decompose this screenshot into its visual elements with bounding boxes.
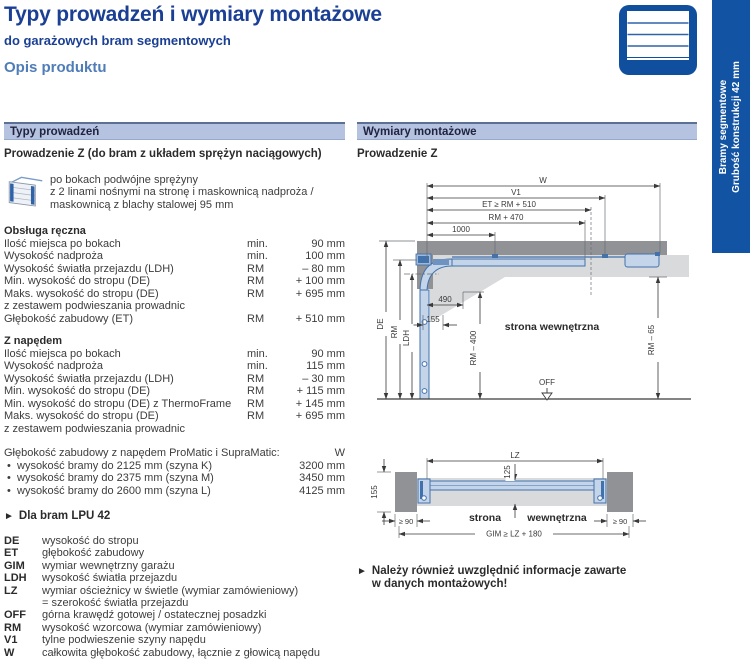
legend-abbr: RM — [4, 621, 22, 634]
spec-ref: min. — [247, 237, 268, 250]
table-row — [4, 263, 345, 276]
spec-ref: RM — [247, 397, 265, 410]
spec-ref — [247, 300, 283, 313]
roller — [422, 388, 427, 393]
list-item-value: 3450 mm — [299, 472, 345, 484]
diagram-heading: Prowadzenie Z — [357, 148, 438, 160]
legend-row — [4, 572, 345, 584]
legend-desc: wysokość światła przejazdu — [42, 572, 178, 585]
spec-label: Min. wysokość do stropu (DE) — [4, 275, 151, 287]
spec-ref: min. — [247, 360, 268, 372]
dim-rm400-label: RM – 400 — [469, 330, 478, 365]
spec-value: 115 mm — [306, 360, 345, 372]
abbreviation-legend — [4, 535, 345, 659]
bullet-icon: • — [7, 484, 11, 497]
legend-abbr: LZ — [4, 584, 18, 597]
legend-row — [4, 585, 345, 610]
page-title: Typy prowadzeń i wymiary montażowe — [4, 3, 382, 26]
spec-label: Min. wysokość do stropu (DE) — [4, 385, 151, 397]
legend-abbr: LDH — [4, 572, 27, 585]
dim-ge90-right-label: ≥ 90 — [612, 516, 628, 526]
spec-ref: RM — [247, 372, 265, 385]
page-subtitle: do garażowych bram segmentowych — [4, 33, 231, 48]
legend-row — [4, 547, 345, 559]
legend-row — [4, 609, 345, 621]
dim-v1-label: V1 — [511, 187, 521, 197]
dim-de-label: DE — [376, 317, 385, 330]
spec-ref: RM — [247, 262, 265, 275]
legend-desc2: = szerokość światła przejazdu — [42, 597, 189, 610]
right-section-bar: Wymiary montażowe — [357, 122, 697, 140]
table-row — [4, 373, 345, 386]
powered-title: Z napędem — [4, 335, 63, 347]
list-item-label: wysokość bramy do 2375 mm (szyna M) — [17, 472, 214, 484]
depth-intro: Głębokość zabudowy z napędem ProMatic i SupraMatic: — [4, 447, 280, 459]
table-row — [4, 238, 345, 251]
spec-value — [283, 423, 345, 436]
table-row — [4, 250, 345, 263]
lpu-note — [4, 510, 345, 523]
legend-desc: wysokość wzorcowa (wymiar zamówieniowy) — [42, 621, 262, 634]
legend-abbr: V1 — [4, 634, 18, 647]
bullet-icon: • — [7, 472, 11, 484]
inside-label-1: strona — [468, 511, 502, 524]
legend-desc: tylne podwieszenie szyny napędu — [42, 634, 206, 647]
door-panel-springs-icon — [4, 174, 50, 216]
spec-value: + 695 mm — [295, 287, 345, 300]
spec-ref: min. — [247, 347, 268, 360]
off-label: OFF — [539, 377, 555, 387]
manual-title: Obsługa ręczna — [4, 225, 86, 237]
table-row — [4, 313, 345, 326]
spec-label: z zestawem podwieszania prowadnic — [4, 422, 185, 435]
left-section-bar: Typy prowadzeń — [4, 122, 345, 140]
spec-label: Wysokość światła przejazdu (LDH) — [4, 262, 174, 275]
legend-desc: górna krawędź gotowej / ostatecznej posadzki — [42, 609, 267, 622]
feature-block — [4, 174, 345, 216]
spec-value: 100 mm — [305, 250, 345, 262]
triangle-marker-icon: ► — [357, 565, 367, 577]
spec-value: 90 mm — [311, 347, 345, 360]
spec-value — [283, 300, 345, 313]
roller — [598, 495, 603, 500]
track-type-heading: Prowadzenie Z (do bram z układem sprężyn naciągowych) — [4, 148, 322, 160]
spec-label: Maks. wysokość do stropu (DE) — [4, 287, 159, 300]
bullet-icon: • — [7, 459, 11, 472]
spec-ref — [247, 423, 283, 436]
dim-rm-label: RM — [390, 325, 399, 338]
edge-tab-text — [717, 0, 745, 253]
spec-label: Głębokość zabudowy (ET) — [4, 312, 133, 325]
spec-ref: RM — [247, 410, 265, 422]
spec-value: 90 mm — [311, 237, 345, 250]
depth-intro-value: W — [334, 447, 345, 459]
roller — [422, 495, 427, 500]
spec-label: Ilość miejsca po bokach — [4, 347, 121, 360]
list-item-label: wysokość bramy do 2600 mm (szyna L) — [17, 484, 211, 497]
triangle-marker-icon: ► — [4, 511, 14, 522]
spec-value: + 115 mm — [296, 385, 345, 397]
spec-ref: RM — [247, 287, 265, 300]
legend-desc: wysokość do stropu — [42, 535, 139, 547]
spec-value: – 80 mm — [302, 262, 345, 275]
legend-row — [4, 647, 345, 659]
sectional-door-icon — [618, 4, 698, 81]
dim-125-label: 125 — [503, 464, 512, 479]
vertical-track — [420, 290, 429, 399]
spec-label: Maks. wysokość do stropu (DE) — [4, 410, 159, 422]
section-title: Opis produktu — [4, 59, 107, 76]
dim-rm65-label: RM – 65 — [647, 324, 656, 355]
powered-table — [4, 348, 345, 436]
note-text — [372, 565, 626, 592]
spec-value: + 145 mm — [295, 397, 345, 410]
spec-ref: RM — [247, 385, 265, 397]
table-row — [4, 410, 345, 423]
operator-head — [625, 254, 659, 267]
feature-line1: po bokach podwójne sprężyny — [50, 173, 198, 186]
list-item — [4, 460, 345, 473]
inside-label-2: wewnętrzna — [527, 511, 587, 524]
edge-tab-line2: Grubość konstrukcji 42 mm — [731, 60, 742, 193]
legend-desc: wymiar wewnętrzny garażu — [42, 559, 175, 572]
legend-desc: wymiar ościeżnicy w świetle (wymiar zamówieniowy) — [42, 584, 299, 597]
spec-value: + 695 mm — [295, 410, 345, 422]
legend-abbr: GIM — [4, 559, 25, 572]
spec-ref: RM — [247, 275, 265, 287]
spec-value: + 100 mm — [295, 275, 345, 287]
feature-line3: maskownicą z blachy stalowej 95 mm — [50, 198, 234, 211]
depth-intro-row — [4, 447, 345, 460]
legend-abbr: DE — [4, 535, 20, 547]
dim-490-label: 490 — [438, 294, 452, 304]
legend-abbr: W — [4, 646, 15, 659]
legend-row — [4, 560, 345, 572]
dim-lz-label: LZ — [510, 450, 520, 460]
dim-155-label: 155 — [426, 314, 440, 324]
manual-table — [4, 238, 345, 326]
table-row — [4, 385, 345, 398]
legend-abbr: ET — [4, 547, 19, 560]
legend-row — [4, 535, 345, 547]
edge-tab-line1: Bramy segmentowe — [718, 79, 729, 174]
dim-w-label: W — [539, 175, 547, 185]
note-line1: Należy również uwzględnić informacje zawarte — [371, 564, 627, 577]
plan-view-diagram — [357, 434, 697, 546]
install-data-note — [357, 565, 697, 592]
dim-1000-label: 1000 — [452, 224, 470, 234]
list-item-value: 4125 mm — [299, 484, 345, 497]
table-row — [4, 348, 345, 361]
depth-block — [4, 447, 345, 497]
spec-label: Wysokość światła przejazdu (LDH) — [4, 372, 174, 385]
legend-row — [4, 622, 345, 634]
dim-et-label: ET ≥ RM + 510 — [482, 199, 536, 209]
table-row — [4, 360, 345, 373]
legend-abbr: OFF — [4, 609, 26, 622]
dim-gim-label: GIM ≥ LZ + 180 — [486, 529, 542, 538]
spec-label: Wysokość nadproża — [4, 250, 103, 262]
right-column — [357, 122, 697, 592]
horizontal-track — [452, 259, 585, 266]
dim-ldh-label: LDH — [402, 329, 411, 346]
spec-ref: min. — [247, 250, 268, 262]
ceiling — [417, 241, 667, 255]
edge-tab — [712, 0, 750, 253]
table-row — [4, 288, 345, 301]
spec-label: Wysokość nadproża — [4, 360, 103, 372]
spec-label: z zestawem podwieszania prowadnic — [4, 300, 185, 312]
table-row — [4, 398, 345, 411]
list-item-label: wysokość bramy do 2125 mm (szyna K) — [17, 459, 213, 472]
feature-text — [50, 174, 314, 216]
side-view-diagram — [357, 164, 697, 422]
legend-row — [4, 634, 345, 646]
left-column — [4, 122, 345, 659]
inside-label: strona wewnętrzna — [504, 320, 600, 333]
table-row — [4, 275, 345, 288]
legend-desc: całkowita głębokość zabudowy, łącznie z głowicą napędu — [42, 646, 321, 659]
list-item-value: 3200 mm — [299, 459, 345, 472]
spring-pack — [433, 259, 449, 265]
spec-ref: RM — [247, 312, 265, 325]
lpu-note-text: Dla bram LPU 42 — [18, 510, 111, 522]
hanger-bracket — [655, 252, 660, 256]
feature-line2: z 2 linami nośnymi na stronę i maskownicą nadproża / — [50, 186, 314, 198]
dim-155-label: 155 — [370, 484, 379, 499]
wall-left — [395, 472, 417, 512]
spec-value: – 30 mm — [302, 372, 345, 385]
list-item — [4, 472, 345, 485]
spec-label: Min. wysokość do stropu (DE) z ThermoFrame — [4, 397, 232, 410]
dim-ge90-left-label: ≥ 90 — [398, 516, 414, 526]
spring-detail — [418, 256, 429, 263]
spec-value: + 510 mm — [295, 312, 345, 325]
note-line2: w danych montażowych! — [371, 578, 508, 590]
list-item — [4, 485, 345, 498]
roller — [422, 361, 427, 366]
spec-label: Ilość miejsca po bokach — [4, 237, 121, 250]
wall-right — [607, 472, 633, 512]
table-row — [4, 300, 345, 313]
table-row — [4, 423, 345, 436]
legend-desc: głębokość zabudowy — [42, 547, 145, 560]
dim-rm470-label: RM + 470 — [488, 212, 524, 222]
